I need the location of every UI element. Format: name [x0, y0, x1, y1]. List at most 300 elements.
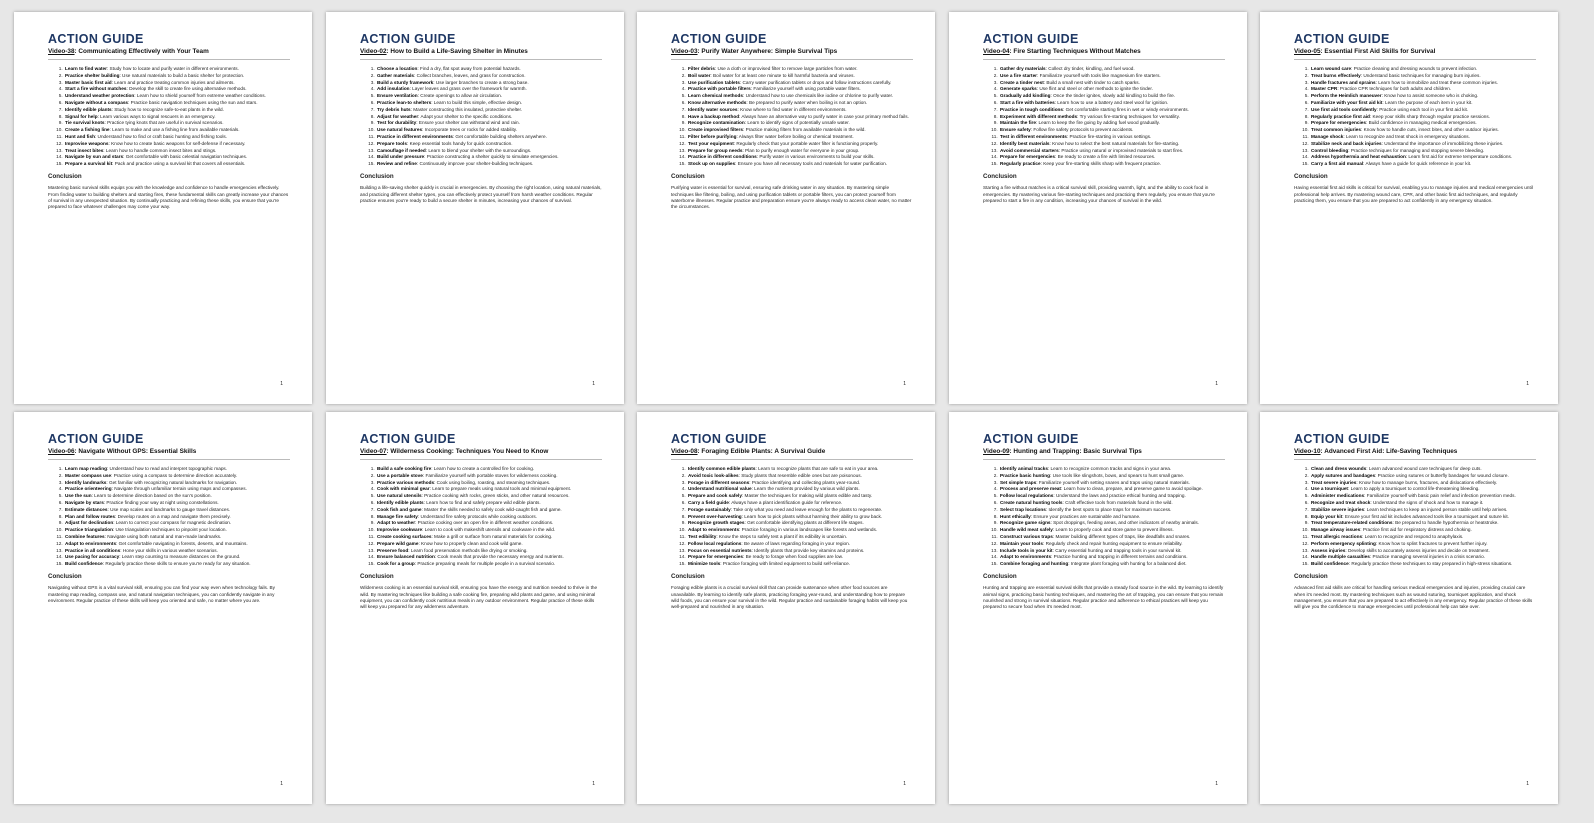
- conclusion-text: Having essential first aid skills is critical for survival, enabling you to manage injuries and medical emergencies until professional help arrives. By mastering wound care, CPR, and other basic first aid techniques, and regularly practicing them, you ensure that you are prepared to act confidently in any emergency situation.: [1294, 185, 1533, 203]
- list-item: [64, 493, 290, 499]
- list-item: [1310, 154, 1536, 160]
- list-item-term: Hunt ethically: [1000, 513, 1031, 519]
- list-item: [687, 80, 913, 86]
- list-item-term: Administer medications: [1311, 493, 1365, 499]
- list-item: [687, 114, 913, 120]
- list-item-term: Ensure balanced nutrition: [377, 554, 435, 560]
- list-item-term: Cook for a group: [377, 561, 415, 567]
- action-list: [671, 466, 913, 567]
- list-item-term: Manage shock: [1311, 133, 1344, 139]
- conclusion-text: Hunting and trapping are essential survival skills that provide a steady food source in the wild. By learning to identify animal signs, practicing basic hunting techniques, and mastering the art of trapping, you can ensure that you remain nourished and strong in survival situations. Regular practice and adherence to ethical practices will keep you prepared to secure food when it's needed most.: [983, 585, 1224, 609]
- list-item-desc: : Carry water purification tablets or drops and follow instructions carefully.: [739, 79, 892, 85]
- list-item-term: Cook with minimal gear: [377, 486, 430, 492]
- list-item: [1310, 486, 1536, 492]
- list-item-desc: : Boil water for at least one minute to kill harmful bacteria and viruses.: [710, 72, 855, 78]
- list-item-term: Start a fire with batteries: [1000, 99, 1055, 105]
- list-item-desc: : Practice fire-starting in various settings.: [1066, 133, 1152, 139]
- list-item-term: Signal for help: [65, 113, 98, 119]
- list-item: [376, 534, 602, 540]
- list-item: [1310, 114, 1536, 120]
- list-item-desc: : Find a dry, flat spot away from potential hazards.: [417, 66, 521, 71]
- video-id: Video-05: [1294, 48, 1321, 55]
- list-item-desc: : Practice managing several injuries in a crisis scenario.: [1369, 554, 1486, 560]
- list-item: [687, 534, 913, 540]
- video-title: [1294, 447, 1536, 456]
- list-item-term: Clean and dress wounds: [1311, 466, 1367, 471]
- list-item-term: Avoid commercial starters: [1000, 147, 1059, 153]
- list-item: [64, 486, 290, 492]
- list-item-term: Construct various traps: [1000, 533, 1053, 539]
- list-item-desc: : Navigate using both natural and man-made landmarks.: [104, 533, 222, 539]
- list-item: [999, 561, 1225, 567]
- conclusion-text: Wilderness cooking is an essential survival skill, ensuring you have the energy and nutrition needed to thrive in the wild. By mastering techniques like building a safe cooking fire, preparing wild plants and game, and using minimal equipment, you can confidently cook nutritious meals in any outdoor environment. Regular practice of these skills will keep you prepared for any wilderness adventure.: [360, 585, 598, 609]
- list-item: [64, 148, 290, 154]
- conclusion-heading: Conclusion: [48, 573, 82, 581]
- list-item-desc: : Understand the laws and practice ethical hunting and trapping.: [1053, 493, 1186, 499]
- list-item-term: Familiarize with your first aid kit: [1311, 99, 1383, 105]
- list-item-term: Equip your kit: [1311, 513, 1343, 519]
- list-item: [687, 466, 913, 472]
- list-item: [376, 480, 602, 486]
- list-item-desc: : Learn to recognize and treat shock in emergency situations.: [1343, 133, 1470, 139]
- list-item-term: Prepare and cook safely: [688, 493, 742, 499]
- document-page: [326, 412, 624, 804]
- list-item-desc: : Practice identifying and collecting plants year-round.: [749, 479, 861, 485]
- list-item: [999, 466, 1225, 472]
- list-item: [376, 548, 602, 554]
- video-title-text: : Hunting and Trapping: Basic Survival Tips: [1009, 448, 1142, 455]
- list-item: [64, 154, 290, 160]
- page-number: 1: [1526, 781, 1529, 787]
- list-item-term: Carry a first aid manual: [1311, 161, 1364, 167]
- list-item-desc: : Know how to properly clean and cook wild game.: [418, 540, 523, 546]
- list-item: [1310, 86, 1536, 92]
- list-item: [687, 100, 913, 106]
- list-item-desc: : Know how to handle cuts, insect bites, and other outdoor injuries.: [1361, 127, 1499, 133]
- list-item-term: Treat temperature-related conditions: [1311, 520, 1393, 526]
- list-item: [687, 107, 913, 113]
- list-item: [999, 507, 1225, 513]
- list-item-term: Prepare for emergencies: [688, 554, 743, 560]
- document-page: [949, 412, 1247, 804]
- document-page: [14, 412, 312, 804]
- list-item-desc: : Learn how to create a controlled fire for cooking.: [431, 466, 535, 471]
- list-item-term: Process and preserve meat: [1000, 486, 1061, 492]
- list-item: [376, 80, 602, 86]
- list-item-term: Prevent over-harvesting: [688, 513, 742, 519]
- list-item-desc: : Learn first aid for extreme temperature conditions.: [1405, 154, 1513, 160]
- list-item-term: Practice basic hunting: [1000, 472, 1051, 478]
- list-item-desc: : Master constructing this insulated, protective shelter.: [410, 106, 523, 112]
- list-item-desc: : Learn techniques to keep an injured person stable until help arrives.: [1364, 506, 1508, 512]
- list-item-term: Regularly practice: [1000, 161, 1041, 167]
- list-item-desc: : Pack and practice using a survival kit that covers all essentials.: [112, 161, 246, 167]
- list-item-desc: : Familiarize yourself with portable stoves for wilderness cooking.: [422, 472, 558, 478]
- list-item-term: Create natural hunting tools: [1000, 499, 1063, 505]
- list-item: [687, 527, 913, 533]
- list-item: [376, 466, 602, 472]
- list-item-desc: : Ensure your first aid kit includes advanced tools like a tourniquet and suture kit.: [1342, 513, 1510, 519]
- list-item-desc: : Build a small nest with tinder to catch sparks.: [1043, 79, 1140, 85]
- list-item: [376, 161, 602, 167]
- video-title-text: : Foraging Edible Plants: A Survival Guide: [697, 448, 826, 455]
- list-item: [376, 66, 602, 72]
- list-item: [687, 86, 913, 92]
- list-item-desc: : Get comfortable navigating in forests, deserts, and mountains.: [116, 540, 248, 546]
- list-item: [376, 486, 602, 492]
- list-item-term: Review and refine: [377, 161, 417, 167]
- list-item: [687, 493, 913, 499]
- list-item-desc: : Learn the nutrients provided by various wild plants.: [751, 486, 860, 492]
- list-item-desc: : Regularly practice these skills to ensure you're ready for any situation.: [102, 561, 251, 567]
- list-item: [1310, 120, 1536, 126]
- list-item-desc: : Use natural materials to build a basic shelter for protection.: [119, 72, 245, 78]
- list-item-term: Experiment with different methods: [1000, 113, 1078, 119]
- list-item-desc: : Collect branches, leaves, and grass for construction.: [414, 72, 526, 78]
- list-item-desc: : Practice finding your way at night using constellations.: [103, 499, 219, 505]
- conclusion-heading: Conclusion: [1294, 173, 1328, 181]
- list-item-term: Navigate by stars: [65, 499, 104, 505]
- list-item-term: Perform emergency splinting: [1311, 540, 1376, 546]
- video-id: Video-02: [360, 48, 387, 55]
- list-item-term: Identify animal tracks: [1000, 466, 1048, 471]
- list-item: [999, 73, 1225, 79]
- list-item-term: Minimize tools: [688, 561, 721, 567]
- list-item: [64, 93, 290, 99]
- list-item: [999, 527, 1225, 533]
- list-item: [64, 100, 290, 106]
- list-item: [1310, 66, 1536, 72]
- list-item-desc: : Use flint and steel or other methods to ignite the tinder.: [1036, 86, 1153, 92]
- list-item-desc: : Know how to select the best natural materials for fire-starting.: [1049, 140, 1180, 146]
- list-item-desc: : Learn to blend your shelter with the surroundings.: [425, 147, 532, 153]
- list-item: [64, 161, 290, 167]
- list-item-desc: : Learn to determine direction based on the sun's position.: [91, 493, 212, 499]
- list-item: [1310, 534, 1536, 540]
- list-item-term: Set simple traps: [1000, 479, 1037, 485]
- list-item-term: Identify common edible plants: [688, 466, 756, 471]
- list-item-desc: : Regularly practice these techniques to stay prepared in high-stress situations.: [1348, 561, 1513, 567]
- list-item-desc: : Continuously improve your shelter-building techniques.: [416, 161, 534, 167]
- list-item: [376, 514, 602, 520]
- list-item-desc: : Practice cleaning and dressing wounds to prevent infection.: [1351, 66, 1478, 71]
- list-item-desc: : Use a cloth or improvised filter to remove large particles from water.: [714, 66, 858, 71]
- list-item-desc: : Layer leaves and grass over the framework for warmth.: [409, 86, 527, 92]
- list-item-desc: : Practice using a compass to determine direction accurately.: [111, 472, 238, 478]
- list-item-term: Create cooking surfaces: [377, 533, 432, 539]
- list-item: [1310, 93, 1536, 99]
- list-item-term: Maintain the fire: [1000, 120, 1036, 126]
- list-item: [999, 141, 1225, 147]
- list-item: [376, 73, 602, 79]
- list-item-desc: : Learn various ways to signal rescuers in an emergency.: [97, 113, 216, 119]
- video-id: Video-10: [1294, 448, 1321, 455]
- list-item-term: Practice orienteering: [65, 486, 112, 492]
- page-header: ACTION GUIDE: [671, 432, 767, 446]
- list-item: [376, 493, 602, 499]
- list-item-term: Tie survival knots: [65, 120, 105, 126]
- list-item-desc: : Know how to assist someone who is choking.: [1381, 93, 1479, 99]
- list-item-desc: : Know the steps to safely test a plant if its edibility is uncertain.: [716, 533, 848, 539]
- list-item-term: Use a tourniquet: [1311, 486, 1348, 492]
- list-item-term: Identify edible plants: [377, 499, 424, 505]
- video-title: [360, 47, 602, 56]
- page-number: 1: [1215, 781, 1218, 787]
- list-item-desc: : Practice CPR techniques for both adults and children.: [1337, 86, 1452, 92]
- list-item-desc: : Learn to prepare meals using natural tools and minimal equipment.: [429, 486, 572, 492]
- list-item: [999, 534, 1225, 540]
- list-item: [1310, 80, 1536, 86]
- title-divider: [360, 59, 602, 60]
- list-item-desc: : Practice hunting and trapping in different terrains and conditions.: [1051, 554, 1188, 560]
- list-item-term: Adapt to environments: [65, 540, 117, 546]
- page-header: ACTION GUIDE: [671, 32, 767, 46]
- list-item: [999, 520, 1225, 526]
- list-item-term: Practice in all conditions: [65, 547, 121, 553]
- list-item-term: Control bleeding: [1311, 147, 1349, 153]
- list-item-term: Have a backup method: [688, 113, 740, 119]
- list-item-desc: : Be ready to forage when food supplies are low.: [742, 554, 844, 560]
- list-item-term: Filter debris: [688, 66, 715, 71]
- list-item: [376, 541, 602, 547]
- list-item-desc: : Master the techniques for making wild plants edible and tasty.: [741, 493, 873, 499]
- title-divider: [983, 459, 1225, 460]
- list-item: [1310, 541, 1536, 547]
- list-item-term: Improvise cookware: [377, 527, 423, 533]
- list-item-term: Identify best materials: [1000, 140, 1050, 146]
- title-divider: [48, 459, 290, 460]
- video-title: [983, 47, 1225, 56]
- document-page: [637, 412, 935, 804]
- list-item-term: Navigate without a compass: [65, 99, 129, 105]
- conclusion-heading: Conclusion: [48, 173, 82, 181]
- list-item-desc: : Understand how to find or craft basic hunting and fishing tools.: [94, 133, 228, 139]
- list-item: [999, 107, 1225, 113]
- list-item-desc: : Learn how to pick plants without harming their ability to grow back.: [741, 513, 883, 519]
- list-item: [999, 554, 1225, 560]
- list-item-desc: : Understand how to use chemicals like iodine or chlorine to purify water.: [742, 93, 894, 99]
- list-item-term: Adapt to environments: [1000, 554, 1052, 560]
- list-item-term: Prepare for emergencies: [1311, 120, 1366, 126]
- title-divider: [1294, 59, 1536, 60]
- list-item: [64, 480, 290, 486]
- video-id: Video-03: [671, 48, 698, 55]
- list-item-desc: : Ensure your shelter can withstand wind and rain.: [416, 120, 520, 126]
- page-number: 1: [903, 381, 906, 387]
- list-item-term: Use a portable stove: [377, 472, 423, 478]
- list-item: [376, 134, 602, 140]
- document-page: [1260, 12, 1558, 404]
- list-item: [687, 514, 913, 520]
- conclusion-text: Mastering basic survival skills equips you with the knowledge and confidence to handle emergencies effectively. From finding water to building shelters and starting fires, these fundamental skills can greatly increase your chances of survival in any unexpected situation. By continually practicing and refining these skills, you ensure that you're prepared to face whatever challenges may come your way.: [48, 185, 289, 209]
- list-item: [687, 120, 913, 126]
- list-item: [64, 548, 290, 554]
- list-item-term: Practice in tough conditions: [1000, 106, 1064, 112]
- list-item: [687, 73, 913, 79]
- page-header: ACTION GUIDE: [1294, 432, 1390, 446]
- list-item-desc: : Identify the best spots to place traps for maximum success.: [1045, 506, 1172, 512]
- list-item: [1310, 107, 1536, 113]
- video-title: [671, 447, 913, 456]
- list-item: [1310, 493, 1536, 499]
- list-item-term: Handle fractures and sprains: [1311, 79, 1376, 85]
- list-item-desc: : Be aware of laws regarding foraging in your region.: [741, 540, 851, 546]
- list-item-term: Learn wound care: [1311, 66, 1352, 71]
- page-number: 1: [903, 781, 906, 787]
- list-item: [999, 134, 1225, 140]
- list-item-term: Ensure safety: [1000, 127, 1031, 133]
- list-item-term: Use natural features: [377, 127, 423, 133]
- conclusion-text: Building a life-saving shelter quickly is crucial in emergencies. By choosing the right location, using natural materials, and practicing different shelter types, you can effectively protect yourself from harsh weather conditions. Regular practice ensures you're ready to build a secure shelter in minutes, increasing your chances of survival.: [360, 185, 602, 203]
- list-item-desc: : Carry essential hunting and trapping tools in your survival kit.: [1052, 547, 1182, 553]
- list-item-term: Build a safe cooking fire: [377, 466, 432, 471]
- list-item: [1310, 520, 1536, 526]
- list-item-desc: : Use map scales and landmarks to gauge travel distances.: [107, 506, 231, 512]
- list-item-term: Adjust for weather: [377, 113, 419, 119]
- list-item: [1310, 473, 1536, 479]
- list-item-term: Cook fish and game: [377, 506, 422, 512]
- list-item: [1310, 134, 1536, 140]
- list-item-desc: : Cook meals that provide the necessary energy and nutrients.: [434, 554, 564, 560]
- list-item-term: Practice various methods: [377, 479, 435, 485]
- list-item: [999, 500, 1225, 506]
- title-divider: [1294, 459, 1536, 460]
- list-item-term: Treat common injuries: [1311, 127, 1362, 133]
- list-item-desc: : Collect dry tinder, kindling, and fuel wood.: [1045, 66, 1135, 71]
- list-item: [64, 80, 290, 86]
- list-item-term: Prepare a survival kit: [65, 161, 113, 167]
- document-page: [637, 12, 935, 404]
- list-item: [64, 66, 290, 72]
- list-item-term: Build confidence: [1311, 561, 1349, 567]
- list-item-term: Create improvised filters: [688, 127, 743, 133]
- conclusion-text: Navigating without GPS is a vital survival skill, ensuring you can find your way even when technology fails. By mastering map reading, compass use, and natural navigation techniques, you can confidently navigate in any environment. Regular practice of these skills will keep you oriented and safe, no matter where you are.: [48, 585, 275, 603]
- page-header: ACTION GUIDE: [360, 432, 456, 446]
- page-number: 1: [1215, 381, 1218, 387]
- list-item-term: Use natural utensils: [377, 493, 422, 499]
- list-item-desc: : Learn to recognize plants that are safe to eat in your area.: [755, 466, 879, 471]
- list-item-term: Combine features: [65, 533, 105, 539]
- conclusion-heading: Conclusion: [983, 173, 1017, 181]
- title-divider: [983, 59, 1225, 60]
- page-number: 1: [1526, 381, 1529, 387]
- list-item: [1310, 466, 1536, 472]
- list-item: [64, 114, 290, 120]
- list-item-term: Stabilize severe injuries: [1311, 506, 1365, 512]
- list-item-desc: : Learn to recognize and respond to anaphylaxis.: [1362, 533, 1464, 539]
- list-item-desc: : Familiarize yourself with basic pain relief and infection prevention meds.: [1364, 493, 1516, 499]
- list-item-desc: : Craft effective tools from materials found in the wild.: [1062, 499, 1173, 505]
- list-item-term: Prepare tools: [377, 140, 407, 146]
- list-item: [376, 473, 602, 479]
- list-item: [687, 473, 913, 479]
- video-title-text: : Wilderness Cooking: Techniques You Need to Know: [386, 448, 549, 455]
- list-item-desc: : Keep essential tools handy for quick construction.: [406, 140, 513, 146]
- list-item-term: Treat burns effectively: [1311, 72, 1361, 78]
- list-item-term: Try debris huts: [377, 106, 411, 112]
- list-item-desc: : Practice using natural or improvised materials to start fires.: [1058, 147, 1184, 153]
- list-item: [1310, 148, 1536, 154]
- title-divider: [671, 459, 913, 460]
- action-list: [360, 466, 602, 567]
- list-item: [687, 161, 913, 167]
- list-item-term: Test edibility: [688, 533, 717, 539]
- list-item-term: Recognize and treat shock: [1311, 499, 1371, 505]
- list-item-term: Follow local regulations: [1000, 493, 1054, 499]
- list-item-desc: : Learn how to clean, prepare, and preserve game to avoid spoilage.: [1060, 486, 1203, 492]
- list-item-term: Practice shelter building: [65, 72, 120, 78]
- list-item: [687, 66, 913, 72]
- list-item-desc: : Familiarize yourself with tools like magnesium fire starters.: [1037, 72, 1161, 78]
- list-item-desc: : Learn food preservation methods like drying or smoking.: [408, 547, 528, 553]
- list-item: [376, 107, 602, 113]
- list-item-desc: : Create openings to allow air circulation.: [417, 93, 503, 99]
- list-item-desc: : Develop the skill to create fire using alternative methods.: [126, 86, 247, 92]
- list-item-desc: : Practice constructing a shelter quickly to simulate emergencies.: [424, 154, 559, 160]
- page-header: ACTION GUIDE: [360, 32, 456, 46]
- list-item: [999, 127, 1225, 133]
- list-item-term: Filter before purifying: [688, 133, 737, 139]
- list-item: [376, 527, 602, 533]
- video-id: Video-04: [983, 48, 1010, 55]
- list-item: [1310, 161, 1536, 167]
- list-item: [64, 534, 290, 540]
- action-list: [48, 466, 290, 567]
- list-item-desc: : Understand basic techniques for managing burn injuries.: [1360, 72, 1481, 78]
- list-item-desc: : Familiarize yourself with using portable water filters.: [750, 86, 861, 92]
- conclusion-heading: Conclusion: [983, 573, 1017, 581]
- list-item: [64, 134, 290, 140]
- list-item-term: Create a tinder nest: [1000, 79, 1044, 85]
- list-item-desc: : Keep your fire-starting skills sharp with frequent practice.: [1040, 161, 1162, 167]
- list-item: [376, 86, 602, 92]
- list-item-term: Manage airway issues: [1311, 527, 1361, 533]
- list-item-term: Build confidence: [65, 561, 103, 567]
- list-item-term: Preserve food: [377, 547, 409, 553]
- list-item-desc: : Study how to locate and purify water in different environments.: [106, 66, 239, 71]
- list-item: [376, 93, 602, 99]
- list-item-desc: : Practice foraging with limited equipment to build self-reliance.: [720, 561, 851, 567]
- list-item: [999, 154, 1225, 160]
- list-item-term: Start a fire without matches: [65, 86, 127, 92]
- list-item-term: Add insulation: [377, 86, 410, 92]
- list-item-desc: : Understand the signs of shock and how to manage it.: [1370, 499, 1484, 505]
- list-item-desc: : Learn to apply a tourniquet to control life-threatening bleeding.: [1347, 486, 1480, 492]
- page-number: 1: [592, 381, 595, 387]
- list-item-desc: : Study how to recognize safe-to-eat plants in the wild.: [111, 106, 224, 112]
- list-item-term: Practice lean-to shelters: [377, 99, 432, 105]
- list-item-term: Forage in different seasons: [688, 479, 750, 485]
- list-item-desc: : Learn step counting to measure distances on the ground.: [119, 554, 241, 560]
- list-item-desc: : Always filter water before boiling or chemical treatment.: [736, 133, 854, 139]
- list-item-desc: : Master the skills needed to safely cook wild-caught fish and game.: [421, 506, 562, 512]
- video-title: [671, 47, 913, 56]
- list-item-desc: : Get comfortable starting fires in wet or windy environments.: [1063, 106, 1189, 112]
- list-item-desc: : Always have a plant identification guide for reference.: [728, 499, 843, 505]
- list-item: [999, 480, 1225, 486]
- list-item-desc: : Learn how to handle common insect bites and stings.: [103, 147, 217, 153]
- conclusion-heading: Conclusion: [671, 573, 705, 581]
- document-page: [326, 12, 624, 404]
- list-item-term: Build a sturdy framework: [377, 79, 434, 85]
- list-item-term: Combine foraging and hunting: [1000, 561, 1069, 567]
- list-item-term: Practice triangulation: [65, 527, 113, 533]
- list-item-term: Use the sun: [65, 493, 92, 499]
- title-divider: [671, 59, 913, 60]
- video-title: [48, 447, 290, 456]
- list-item-desc: : Develop skills to accurately assess injuries and decide on treatment.: [1345, 547, 1490, 553]
- page-header: ACTION GUIDE: [48, 32, 144, 46]
